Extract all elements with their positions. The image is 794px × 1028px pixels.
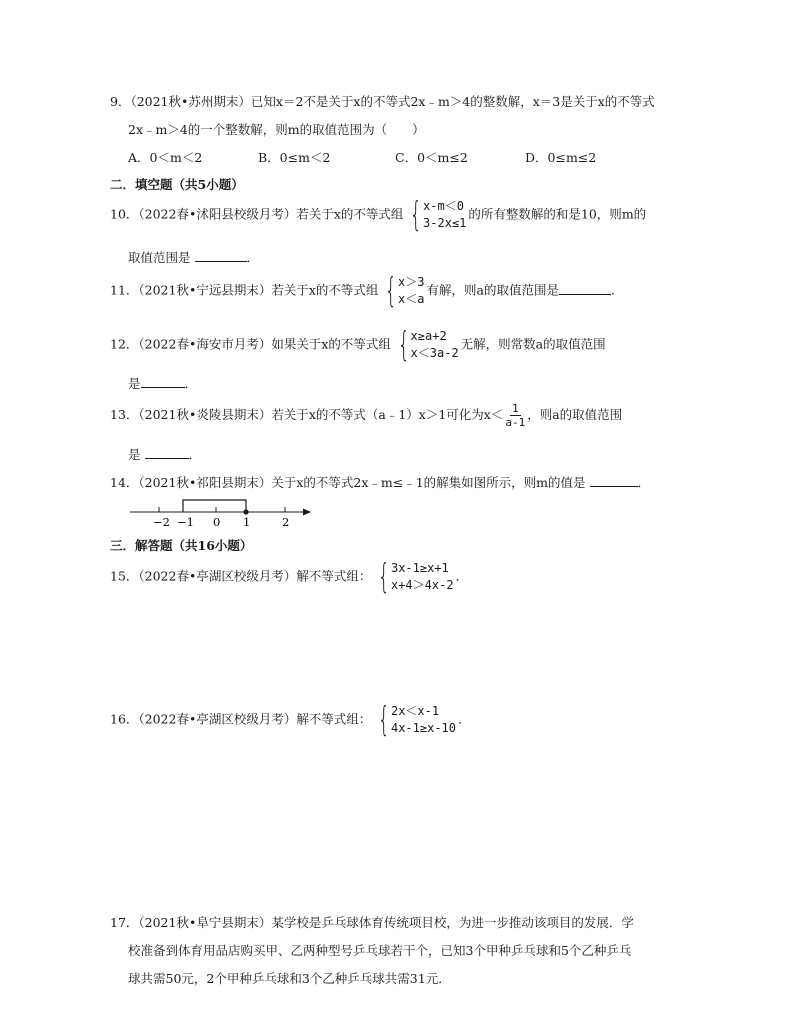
q13-post: ，则a的取值范围 [527, 407, 623, 422]
q10-pre: 10．（2022春•沭阳县校级月考）若关于x的不等式组 [110, 206, 404, 222]
q17-line2: 校准备到体育用品店购买甲、乙两种型号乒乓球若干个，已知3个甲种乒乓球和5个乙种乒乓 [128, 943, 632, 958]
q11-system [380, 271, 425, 311]
q15: 15．（2022春•亭湖区校级月考）解不等式组： { 3x-1≥x+1 x+4＞4x-2 ． [110, 557, 469, 597]
tick-label: 2 [282, 515, 290, 529]
q10-sys-line2: 3-2x≤1 [423, 216, 467, 230]
q10-line2-text: 取值范围是 [128, 250, 191, 265]
q10-answer-blank[interactable] [195, 248, 247, 262]
q13-line2-text: 是 [128, 447, 141, 462]
q13-frac-den: a-1 [505, 416, 526, 429]
q9-option-c: C．0＜m≤2 [395, 150, 468, 165]
solution-set-bracket [183, 500, 246, 512]
q12-line2: 是 ． [128, 376, 198, 391]
q10 [110, 195, 647, 235]
q12-pre: 12．（2022春•海安市月考）如果关于x的不等式组 [110, 336, 391, 352]
q12 [110, 325, 606, 365]
q10-post: 的所有整数解的和是10，则m的 [468, 206, 647, 222]
q15-sys-line2: x+4＞4x-2 [390, 578, 454, 592]
brace-icon: { [378, 700, 391, 740]
tick-label: 0 [213, 515, 221, 529]
tick-label: −2 [153, 515, 170, 529]
brace-icon: { [378, 557, 391, 597]
q13-fraction [505, 402, 525, 429]
q9-line2: 2x﹣m＞4的一个整数解，则m的取值范围为（ ） [128, 122, 425, 137]
q11-answer-blank[interactable] [559, 281, 611, 295]
q12-system [393, 325, 459, 365]
q14: 14．（2021秋•祁阳县期末）关于x的不等式2x﹣m≤﹣1的解集如图所示，则m的值是 ． [110, 475, 651, 490]
q9-line1: 9．（2021秋•苏州期末）已知x＝2不是关于x的不等式2x﹣m＞4的整数解，x＝3是关于x的不等式 [110, 94, 655, 109]
q10-line2: 取值范围是 ． [128, 250, 260, 265]
q16-sys-line2: 4x-1≥x-10 [390, 721, 457, 735]
solution-endpoint-dot [243, 509, 248, 514]
q16: 16．（2022春•亭湖区校级月考）解不等式组： { 2x＜x-1 4x-1≥x-10 ． [110, 700, 471, 740]
q9-option-b: B．0≤m＜2 [258, 150, 331, 165]
q12-line2-text: 是 [128, 376, 141, 391]
brace-icon: { [410, 195, 423, 235]
q11-sys-line2: x＜a [398, 292, 425, 306]
brace-icon: { [397, 325, 410, 365]
q13-frac-num: 1 [511, 402, 519, 415]
q12-answer-blank[interactable] [141, 374, 185, 388]
q17-line1: 17．（2021秋•阜宁县期末）某学校是乒乓球体育传统项目校，为进一步推动该项目的发展．学 [110, 915, 634, 930]
q14-number-line [125, 496, 315, 532]
q17-line3: 球共需50元，2个甲种乒乓球和3个乙种乒乓球共需31元． [128, 971, 451, 986]
q12-sys-line1: x≥a+2 [410, 329, 447, 343]
tick-label: 1 [243, 515, 251, 529]
q9-option-d: D．0≤m≤2 [525, 150, 597, 165]
q13-answer-blank[interactable] [145, 445, 189, 459]
q13 [110, 402, 622, 429]
q14-text: 14．（2021秋•祁阳县期末）关于x的不等式2x﹣m≤﹣1的解集如图所示，则m的值是 [110, 475, 586, 490]
tick-label: −1 [177, 515, 194, 529]
q10-sys-line1: x-m＜0 [423, 199, 464, 213]
q13-pre: 13．（2021秋•炎陵县期末）若关于x的不等式（a﹣1）x＞1可化为x＜ [110, 407, 504, 422]
q16-pre: 16．（2022春•亭湖区校级月考）解不等式组： [110, 711, 372, 727]
number-line-arrow-icon [303, 509, 311, 516]
q14-answer-blank[interactable] [590, 473, 638, 487]
brace-icon: { [385, 271, 398, 311]
q13-line2: 是 ． [128, 447, 202, 462]
q15-pre: 15．（2022春•亭湖区校级月考）解不等式组： [110, 568, 372, 584]
q15-sys-line1: 3x-1≥x+1 [390, 561, 449, 575]
q11-post: 有解，则a的取值范围是 [426, 282, 559, 298]
q16-system [373, 700, 457, 740]
q12-sys-line2: x＜3a-2 [410, 346, 459, 360]
q11-pre: 11．（2021秋•宁远县期末）若关于x的不等式组 [110, 282, 379, 298]
q11: 11．（2021秋•宁远县期末）若关于x的不等式组 { x＞3 x＜a 有解，则a的取值范围是 ． [110, 271, 624, 311]
q9-option-a: A．0＜m＜2 [128, 150, 203, 165]
section-fill-in-heading: 二．填空题（共5小题） [110, 177, 244, 192]
q15-system [373, 557, 454, 597]
q10-system [405, 195, 467, 235]
q12-post: 无解，则常数a的取值范围 [460, 336, 606, 352]
q11-sys-line1: x＞3 [398, 275, 425, 289]
section-solution-heading: 三．解答题（共16小题） [110, 538, 253, 553]
q16-sys-line1: 2x＜x-1 [390, 704, 440, 718]
